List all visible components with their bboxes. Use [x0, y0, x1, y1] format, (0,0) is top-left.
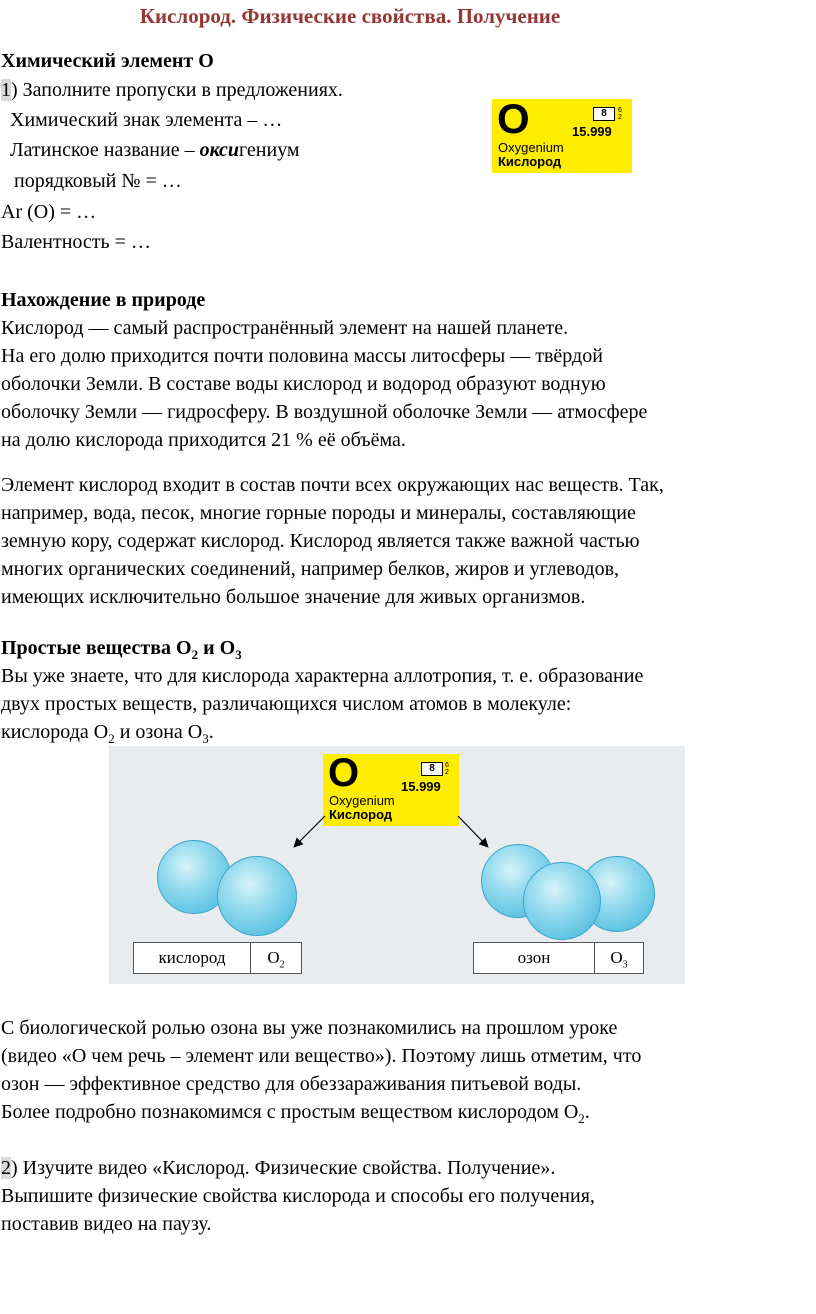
nature-line: оболочку Земли — гидросферу. В воздушной оболочке Земли — атмосфере: [1, 401, 648, 423]
nature-line: на долю кислорода приходится 21 % её объёма.: [1, 429, 406, 451]
oxygen-atom-sphere: [217, 856, 297, 936]
task1-ar-line: Ar (O) = …: [1, 201, 97, 223]
atomic-number-box: 8: [593, 107, 615, 121]
task1-valence-line: Валентность = …: [1, 231, 151, 253]
task2-line: 2) Изучите видео «Кислород. Физические свойства. Получение».: [1, 1157, 556, 1179]
oxygen-atom-sphere: [523, 862, 601, 940]
latin-suffix: гениум: [238, 139, 300, 161]
nature-line-2: например, вода, песок, многие горные породы и минералы, составляющие: [1, 502, 636, 524]
simple-substances-heading: Простые вещества $O_2$ и $O_3$: [1, 637, 242, 662]
ozone-line: озон — эффективное средство для обеззараживания питьевой воды.: [1, 1073, 582, 1095]
electron-shells: 6 2: [445, 762, 449, 776]
ozone-line: (видео «О чем речь – элемент или вещество»). Поэтому лишь отметим, что: [1, 1045, 642, 1067]
nature-line: На его долю приходится почти половина массы литосферы — твёрдой: [1, 345, 603, 367]
latin-prefix: Латинское название –: [10, 139, 200, 161]
oxygen-label: кислород: [133, 942, 251, 974]
task1-latin-line: [10, 136, 300, 165]
task2-line: Выпишите физические свойства кислорода и способы его получения,: [1, 1185, 595, 1207]
nature-line-2: Элемент кислород входит в состав почти всех окружающих нас веществ. Так,: [1, 474, 664, 496]
russian-name: Кислород: [498, 154, 562, 169]
russian-name: Кислород: [329, 807, 393, 822]
electron-shells: 6 2: [618, 107, 622, 121]
page-title: Кислород. Физические свойства. Получение: [139, 4, 561, 28]
element-symbol: O: [328, 751, 360, 795]
ozone-formula: $O_3$: [594, 942, 644, 974]
task1-intro-text: ) Заполните пропуски в предложениях.: [11, 79, 343, 101]
nature-line-2: многих органических соединений, например белков, жиров и углеводов,: [1, 558, 620, 580]
ozone-label: озон: [473, 942, 595, 974]
nature-line-2: имеющих исключительно большое значение для живых организмов.: [1, 586, 586, 608]
task1-symbol-line: Химический знак элемента – …: [10, 109, 283, 131]
allotropes-figure: [109, 746, 685, 984]
arrow-right: [458, 816, 487, 846]
atomic-number-box: 8: [421, 762, 443, 776]
latin-bold: окси: [199, 139, 239, 161]
arrow-left: [295, 816, 325, 846]
element-heading: Химический элемент О: [1, 50, 214, 72]
simple-line: кислорода $O_2$ и озона $O_3$.: [1, 721, 214, 746]
task1-number: 1: [1, 79, 11, 101]
simple-line: двух простых веществ, различающихся числом атомов в молекуле:: [1, 693, 572, 715]
atomic-mass: 15.999: [572, 124, 612, 139]
element-symbol: O: [497, 95, 530, 142]
task1-order-line: порядковый № = …: [14, 170, 182, 192]
latin-name: Oxygenium: [329, 793, 395, 808]
task2-line: поставив видео на паузу.: [1, 1213, 212, 1235]
atomic-mass: 15.999: [401, 779, 441, 794]
nature-heading: Нахождение в природе: [1, 289, 206, 311]
oxygen-formula: $O_2$: [250, 942, 302, 974]
ozone-line: Более подробно познакомимся с простым веществом кислородом $O_2$.: [1, 1101, 590, 1126]
ozone-line: С биологической ролью озона вы уже познакомились на прошлом уроке: [1, 1017, 618, 1039]
nature-line: оболочки Земли. В составе воды кислород и водород образуют водную: [1, 373, 606, 395]
simple-line: Вы уже знаете, что для кислорода характерна аллотропия, т. е. образование: [1, 665, 644, 687]
task2-number: 2: [1, 1157, 11, 1179]
nature-line-2: земную кору, содержат кислород. Кислород является также важной частью: [1, 530, 640, 552]
oxygen-element-card: [492, 95, 632, 173]
nature-line: Кислород — самый распространённый элемент на нашей планете.: [1, 317, 569, 339]
task1-intro: [1, 76, 343, 105]
latin-name: Oxygenium: [498, 140, 564, 155]
